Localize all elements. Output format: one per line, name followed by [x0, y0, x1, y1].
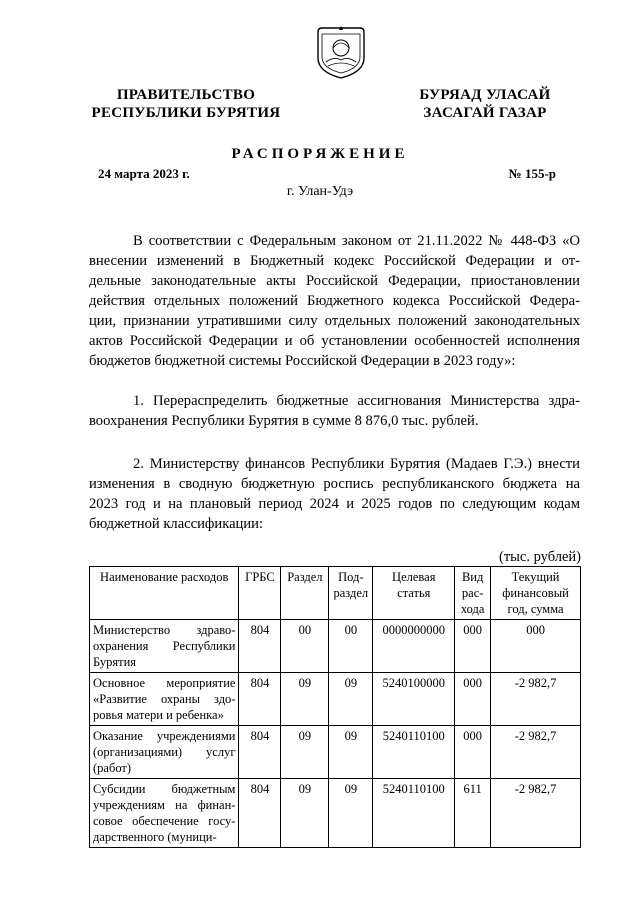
- row-grbs: 804: [239, 726, 281, 779]
- preamble-line: ции, признании утратившими силу отдельных положений законодательных: [89, 313, 580, 329]
- row-subsection: 09: [329, 673, 373, 726]
- row-amount: -2 982,7: [491, 779, 581, 848]
- preamble-line: В соответствии с Федеральным законом от 21.11.2022 № 448-ФЗ «О: [133, 233, 580, 249]
- preamble-line: бюджетов бюджетной системы Российской Федерации в 2023 году»:: [89, 353, 516, 369]
- row-subsection: 09: [329, 726, 373, 779]
- preamble-paragraph: [89, 231, 580, 371]
- header-right-line1: БУРЯАД УЛАСАЙ: [419, 87, 551, 103]
- item-2-line: 2. Министерству финансов Республики Бурятия (Мадаев Г.Э.) внести: [133, 456, 580, 472]
- table-row: [90, 779, 581, 848]
- row-name: Субсидии бюджетным учреждениям на финан-совое обеспечение госу-дарственного (муници-: [90, 779, 239, 848]
- item-2-line: изменения в сводную бюджетную роспись республиканского бюджета на: [89, 476, 580, 492]
- row-section: 09: [281, 673, 329, 726]
- item-1-paragraph: [89, 391, 580, 431]
- row-type: 000: [455, 620, 491, 673]
- row-target: 5240110100: [373, 726, 455, 779]
- row-amount: 000: [491, 620, 581, 673]
- row-type: 000: [455, 673, 491, 726]
- row-section: 09: [281, 779, 329, 848]
- preamble-line: дельные законодательные акты Российской Федерации, приостановлении: [89, 273, 580, 289]
- item-2-line: 2023 год и на плановый период 2024 и 2025 годов по следующим кодам: [89, 496, 580, 512]
- item-1-line: воохранения Республики Бурятия в сумме 8 876,0 тыс. рублей.: [89, 413, 479, 429]
- row-section: 09: [281, 726, 329, 779]
- header-amount: Текущий финансовый год, сумма: [491, 567, 581, 620]
- document-number: № 155-р: [508, 166, 556, 181]
- document-title: РАСПОРЯЖЕНИЕ: [231, 146, 409, 162]
- budget-table: [89, 566, 581, 848]
- document-date: 24 марта 2023 г.: [98, 166, 190, 181]
- row-subsection: 00: [329, 620, 373, 673]
- preamble-line: действия отдельных положений Бюджетного кодекса Российской Федера-: [89, 293, 580, 309]
- row-target: 5240100000: [373, 673, 455, 726]
- header-left-line1: ПРАВИТЕЛЬСТВО: [116, 87, 256, 103]
- header-left-line2: РЕСПУБЛИКИ БУРЯТИЯ: [91, 105, 281, 121]
- government-header-ru: [88, 86, 284, 122]
- table-row: [90, 620, 581, 673]
- row-target: 5240110100: [373, 779, 455, 848]
- item-1-line: 1. Перераспределить бюджетные ассигнования Министерства здра-: [133, 393, 580, 409]
- header-name: Наименование расходов: [90, 567, 239, 620]
- document-city: г. Улан-Удэ: [286, 184, 354, 199]
- header-target: Целевая статья: [373, 567, 455, 620]
- row-subsection: 09: [329, 779, 373, 848]
- row-amount: -2 982,7: [491, 673, 581, 726]
- header-grbs: ГРБС: [239, 567, 281, 620]
- row-type: 611: [455, 779, 491, 848]
- item-2-paragraph: [89, 454, 580, 534]
- row-name: Оказание учреждениями (организациями) услуг (работ): [90, 726, 239, 779]
- row-name: Основное мероприятие «Развитие охраны здо-ровья матери и ребенка»: [90, 673, 239, 726]
- government-header-bua: [410, 86, 560, 122]
- header-right-line2: ЗАСАГАЙ ГАЗАР: [423, 105, 547, 121]
- row-type: 000: [455, 726, 491, 779]
- row-section: 00: [281, 620, 329, 673]
- preamble-line: актов Российской Федерации и об установлении особенностей исполнения: [89, 333, 580, 349]
- coat-of-arms-emblem: [314, 24, 368, 80]
- item-2-line: бюджетной классификации:: [89, 516, 264, 532]
- row-grbs: 804: [239, 620, 281, 673]
- table-row: [90, 673, 581, 726]
- header-type: Вид рас-хода: [455, 567, 491, 620]
- table-header-row: [90, 567, 581, 620]
- preamble-line: внесении изменений в Бюджетный кодекс Российской Федерации и от-: [89, 253, 580, 269]
- row-target: 0000000000: [373, 620, 455, 673]
- table-row: [90, 726, 581, 779]
- table-unit-label: (тыс. рублей): [499, 549, 581, 565]
- header-section: Раздел: [281, 567, 329, 620]
- header-subsection: Под-раздел: [329, 567, 373, 620]
- row-grbs: 804: [239, 673, 281, 726]
- row-amount: -2 982,7: [491, 726, 581, 779]
- row-grbs: 804: [239, 779, 281, 848]
- row-name: Министерство здраво-охранения Республики Бурятия: [90, 620, 239, 673]
